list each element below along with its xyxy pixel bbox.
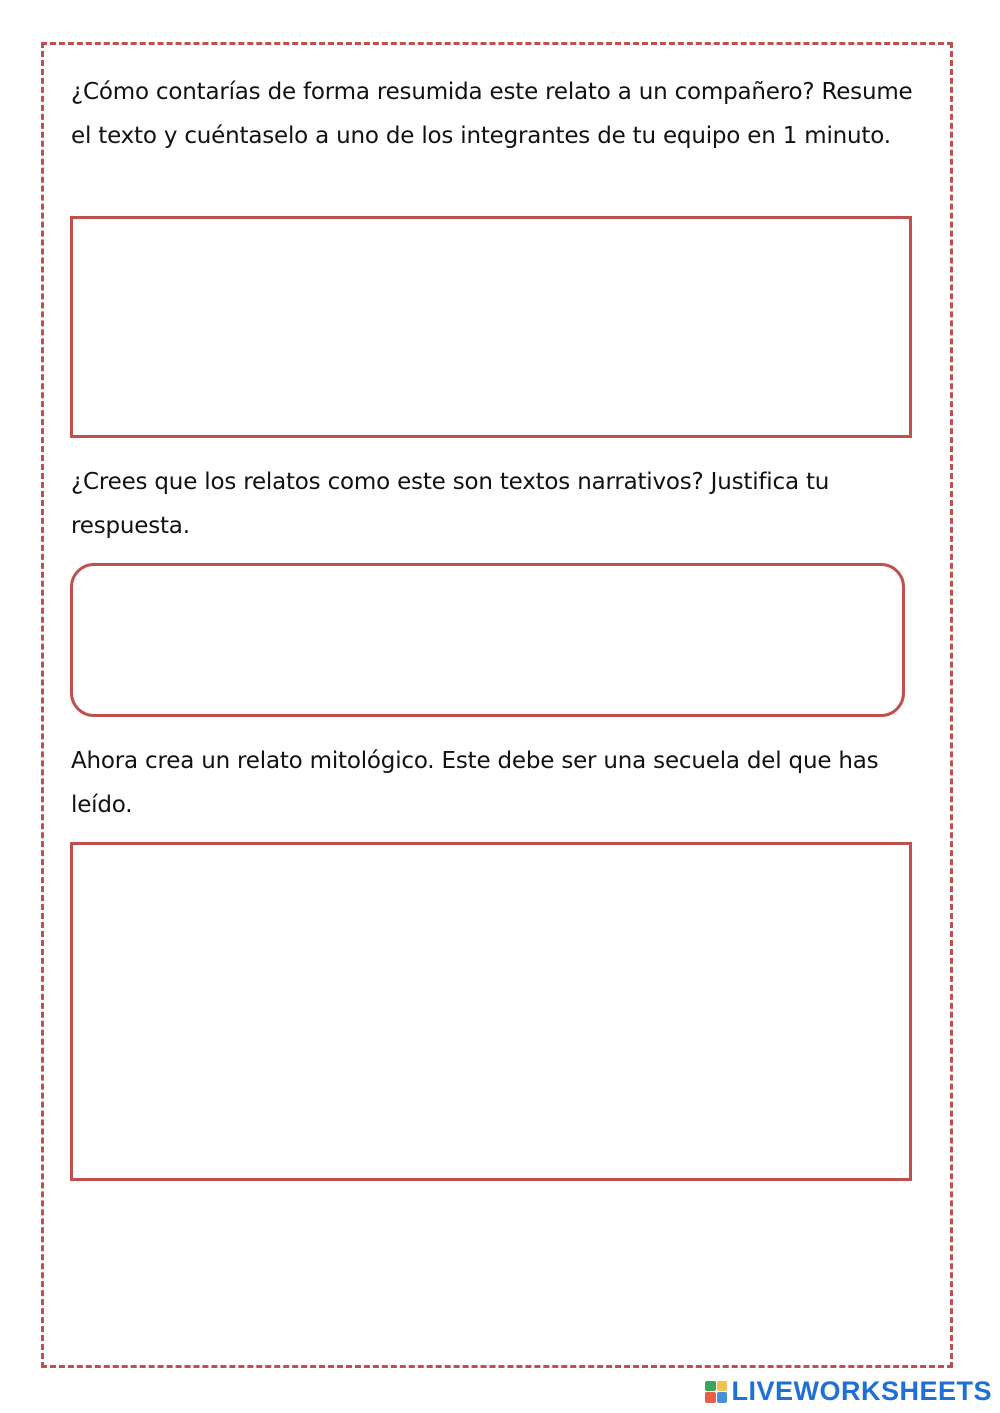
question-2-text: ¿Crees que los relatos como este son textos narrativos? Justifica tu respuesta. bbox=[71, 469, 830, 539]
liveworksheets-brand bbox=[705, 1376, 992, 1407]
question-3-text: Ahora crea un relato mitológico. Este debe ser una secuela del que has leído. bbox=[71, 748, 879, 818]
answer-box-3[interactable] bbox=[70, 842, 912, 1181]
answer-box-2[interactable] bbox=[70, 563, 905, 717]
liveworksheets-logo-text: LIVEWORKSHEETS bbox=[731, 1376, 992, 1406]
answer-box-1[interactable] bbox=[70, 216, 912, 438]
liveworksheets-logo-icon bbox=[705, 1381, 727, 1403]
question-1-text: ¿Cómo contarías de forma resumida este relato a un compañero? Resume el texto y cuéntaselo a uno de los integrantes de tu equipo en 1 minuto. bbox=[71, 79, 913, 149]
